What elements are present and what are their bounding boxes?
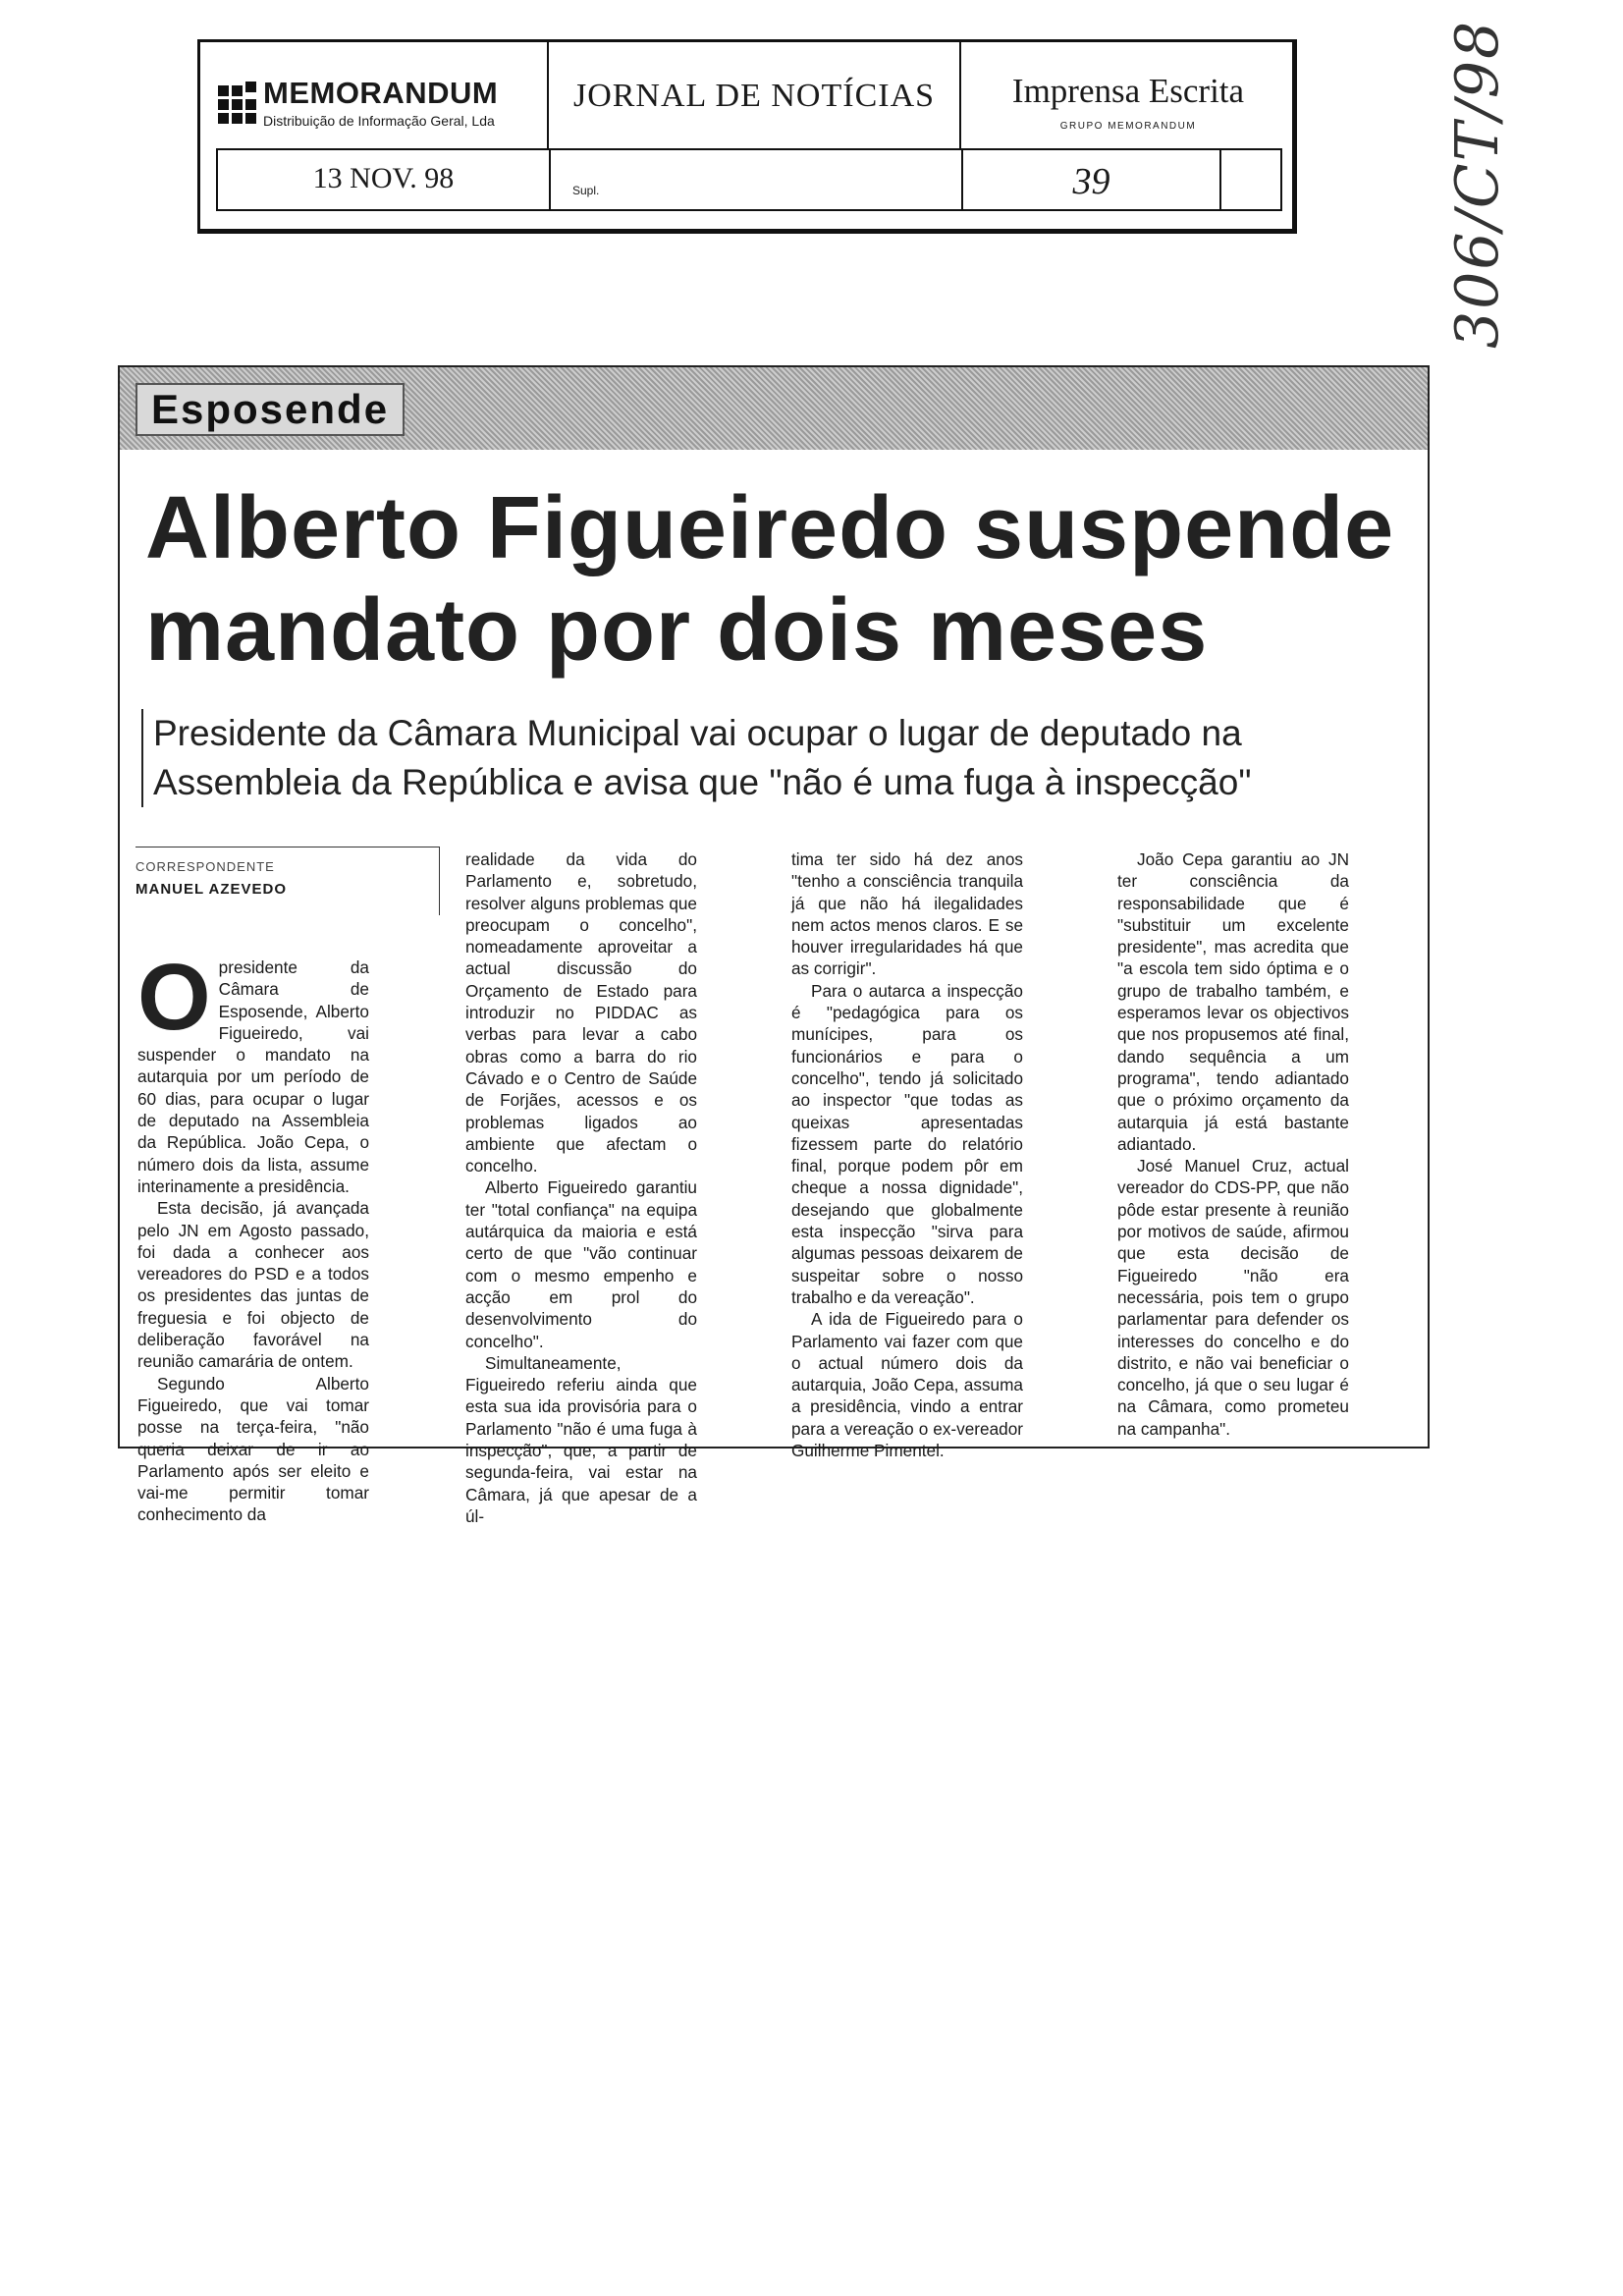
clipping-details-row bbox=[216, 148, 1282, 211]
agency-logo-icon bbox=[218, 82, 257, 121]
media-type-cell bbox=[961, 42, 1295, 148]
article bbox=[118, 365, 1430, 1526]
column-3 bbox=[791, 848, 1023, 1461]
drop-cap: O bbox=[137, 945, 211, 1050]
column-2 bbox=[465, 848, 697, 1527]
paragraph: João Cepa garantiu ao JN ter consciência da responsabilidade que é "substituir um excelente presidente", mas acredita que "a escola tem sido óptima e o grupo de trabalho também, e esperamos levar os objectivos que nos propusemos até final, dando sequência a um programa", tendo adiantado que o próximo orçamento da autarquia já está bastante adiantado. bbox=[1117, 849, 1349, 1154]
agency-name: MEMORANDUM bbox=[263, 76, 499, 110]
paragraph: Simultaneamente, Figueiredo referiu ainda que esta sua ida provisória para o Parlamento "não é uma fuga à inspecção", que, a partir de segunda-feira, vai estar na Câmara, já que apesar de a úl- bbox=[465, 1352, 697, 1526]
column-4 bbox=[1117, 848, 1349, 1440]
paragraph: José Manuel Cruz, actual vereador do CDS-PP, que não pôde estar presente à reunião por motivos de saúde, afirmou que esta decisão de Figueiredo "não era necessária, pois tem o grupo parlamentar para defender os interesses do concelho e do distrito, e não vai beneficiar o concelho, já que o seu lugar é na Câmara, como prometeu na campanha". bbox=[1117, 1156, 1349, 1439]
supplement-label: Supl. bbox=[572, 184, 600, 197]
date-cell bbox=[218, 150, 551, 209]
byline bbox=[135, 847, 440, 915]
page-number: 39 bbox=[1072, 161, 1110, 202]
paragraph: Alberto Figueiredo garantiu ter "total confiança" na equipa autárquica da maioria e está certo de que "vão continuar com o mesmo empenho e acção em prol do desenvolvimento do concelho". bbox=[465, 1177, 697, 1351]
clipping-header bbox=[197, 39, 1297, 234]
section-band bbox=[120, 367, 1428, 450]
blank-cell bbox=[1221, 150, 1280, 209]
paragraph bbox=[137, 945, 369, 1197]
headline: Alberto Figueiredo suspende mandato por dois meses bbox=[145, 479, 1395, 680]
paragraph: Segundo Alberto Figueiredo, que vai tomar posse na terça-feira, "não queria deixar de ir ao Parlamento após ser eleito e vai-me permitir tomar conhecimento da bbox=[137, 1373, 369, 1525]
newspaper-cell bbox=[549, 42, 961, 148]
clipping-date: 13 NOV. 98 bbox=[312, 162, 455, 194]
standfirst: Presidente da Câmara Municipal vai ocupar o lugar de deputado na Assembleia da República e avisa que "não é uma fuga à inspecção" bbox=[141, 709, 1430, 807]
byline-name: MANUEL AZEVEDO bbox=[135, 881, 288, 898]
agency-subtitle: Distribuição de Informação Geral, Lda bbox=[263, 113, 495, 129]
paragraph: Para o autarca a inspecção é "pedagógica para os munícipes, para os funcionários e para o concelho", tendo já solicitado ao inspector "que todas as queixas apresentadas fizessem parte do relatório final, porque podem pôr em cheque a nossa dignidade", desejando que globalmente esta inspecção "sirva para algumas pessoas deixarem de suspeitar sobre o nosso trabalho e da vereação". bbox=[791, 980, 1023, 1307]
paragraph: realidade da vida do Parlamento e, sobretudo, resolver alguns problemas que preocupam o concelho", nomeadamente aproveitar a actual discussão do Orçamento de Estado para introduzir no PIDDAC as verbas para levar a cabo obras como a barra do rio Cávado e o Centro de Saúde de Forjães, acessos e os problemas ligados ao ambiente que afectam o concelho. bbox=[465, 849, 697, 1176]
supplement-cell bbox=[551, 150, 963, 209]
paragraph: tima ter sido há dez anos "tenho a consciência tranquila já que não há ilegalidades nem actos menos claros. E se houver irregularidades há que as corrigir". bbox=[791, 849, 1023, 979]
byline-role: CORRESPONDENTE bbox=[135, 859, 275, 874]
paragraph: A ida de Figueiredo para o Parlamento vai fazer com que o actual número dois da autarquia, João Cepa, assuma a presidência, vindo a entrar para a vereação o ex-vereador Guilherme Pimentel. bbox=[791, 1309, 1023, 1461]
handwritten-archive-reference: 306/CT/98 bbox=[1443, 19, 1512, 349]
media-type: Imprensa Escrita bbox=[1011, 72, 1245, 110]
media-group: GRUPO MEMORANDUM bbox=[1059, 121, 1197, 132]
paragraph-text: presidente da Câmara de Esposende, Alberto Figueiredo, vai suspender o mandato na autarquia por um período de 60 dias, para ocupar o lugar de deputado na Assembleia da República. João Cepa, o número dois da lista, assume interinamente a presidência. bbox=[137, 957, 369, 1196]
section-label: Esposende bbox=[135, 383, 405, 436]
page-cell bbox=[963, 150, 1221, 209]
column-1 bbox=[137, 945, 369, 1526]
paragraph: Esta decisão, já avançada pelo JN em Agosto passado, foi dada a conhecer aos vereadores do PSD e a todos os presidentes das juntas de freguesia e foi objecto de deliberação favorável na reunião camarária de ontem. bbox=[137, 1198, 369, 1372]
agency-cell bbox=[200, 42, 549, 148]
newspaper-name: JORNAL DE NOTÍCIAS bbox=[572, 78, 936, 114]
